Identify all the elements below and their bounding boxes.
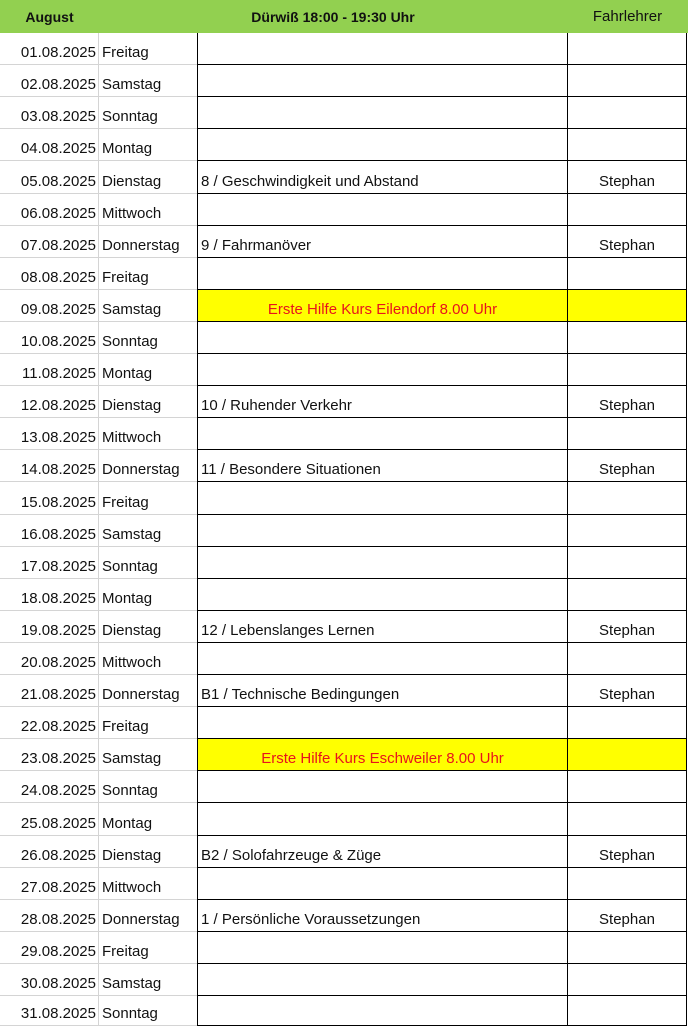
weekday-cell[interactable]: Dienstag — [99, 386, 198, 418]
table-row — [0, 161, 688, 194]
topic-cell[interactable] — [197, 868, 567, 900]
weekday-cell[interactable]: Mittwoch — [99, 868, 198, 900]
weekday-cell[interactable]: Donnerstag — [99, 226, 198, 258]
teacher-cell[interactable] — [567, 739, 687, 771]
weekday-cell[interactable]: Montag — [99, 129, 198, 161]
table-row — [0, 194, 688, 226]
teacher-cell[interactable] — [567, 258, 687, 290]
table-row — [0, 579, 688, 611]
weekday-cell[interactable]: Montag — [99, 579, 198, 611]
date-cell[interactable]: 14.08.2025 — [0, 450, 99, 482]
teacher-cell[interactable] — [567, 932, 687, 964]
teacher-cell[interactable]: Stephan — [567, 611, 687, 643]
topic-cell[interactable]: B2 / Solofahrzeuge & Züge — [197, 836, 567, 868]
topic-cell[interactable] — [197, 129, 567, 161]
table-row — [0, 258, 688, 290]
teacher-cell[interactable] — [567, 868, 687, 900]
teacher-cell[interactable]: Stephan — [567, 836, 687, 868]
date-cell[interactable]: 02.08.2025 — [0, 65, 99, 97]
table-row — [0, 450, 688, 482]
weekday-cell[interactable]: Freitag — [99, 258, 198, 290]
topic-cell[interactable] — [197, 932, 567, 964]
month-header: August — [0, 0, 99, 33]
weekday-cell[interactable]: Donnerstag — [99, 450, 198, 482]
date-cell[interactable]: 20.08.2025 — [0, 643, 99, 675]
table-row — [0, 900, 688, 932]
weekday-cell[interactable]: Freitag — [99, 932, 198, 964]
table-row — [0, 418, 688, 450]
table-row — [0, 386, 688, 418]
table-row — [0, 739, 688, 771]
teacher-cell[interactable]: Stephan — [567, 675, 687, 707]
topic-cell[interactable] — [197, 996, 567, 1026]
table-row — [0, 129, 688, 161]
teacher-cell[interactable] — [567, 964, 687, 996]
teacher-cell[interactable] — [567, 707, 687, 739]
topic-cell[interactable]: 8 / Geschwindigkeit und Abstand — [197, 161, 567, 194]
weekday-cell[interactable]: Dienstag — [99, 611, 198, 643]
table-row — [0, 932, 688, 964]
topic-cell[interactable] — [197, 418, 567, 450]
table-row — [0, 97, 688, 129]
teacher-cell[interactable]: Stephan — [567, 226, 687, 258]
teacher-cell[interactable] — [567, 515, 687, 547]
table-row — [0, 33, 688, 65]
table-row — [0, 290, 688, 322]
weekday-cell[interactable]: Mittwoch — [99, 194, 198, 226]
date-cell[interactable]: 11.08.2025 — [0, 354, 99, 386]
table-row — [0, 547, 688, 579]
teacher-cell[interactable] — [567, 579, 687, 611]
weekday-cell[interactable]: Samstag — [99, 65, 198, 97]
table-row — [0, 675, 688, 707]
teacher-cell[interactable] — [567, 129, 687, 161]
teacher-cell[interactable] — [567, 771, 687, 803]
topic-cell[interactable]: 11 / Besondere Situationen — [197, 450, 567, 482]
teacher-cell[interactable] — [567, 290, 687, 322]
topic-cell[interactable]: 10 / Ruhender Verkehr — [197, 386, 567, 418]
weekday-cell[interactable]: Montag — [99, 354, 198, 386]
date-cell[interactable]: 27.08.2025 — [0, 868, 99, 900]
date-cell[interactable]: 05.08.2025 — [0, 161, 99, 194]
teacher-cell[interactable] — [567, 33, 687, 65]
weekday-cell[interactable]: Donnerstag — [99, 900, 198, 932]
topic-cell[interactable] — [197, 707, 567, 739]
weekday-cell[interactable]: Samstag — [99, 964, 198, 996]
topic-cell[interactable]: 9 / Fahrmanöver — [197, 226, 567, 258]
teacher-cell[interactable] — [567, 65, 687, 97]
teacher-cell[interactable] — [567, 996, 687, 1026]
topic-cell[interactable] — [197, 97, 567, 129]
date-cell[interactable]: 13.08.2025 — [0, 418, 99, 450]
date-cell[interactable]: 07.08.2025 — [0, 226, 99, 258]
date-cell[interactable]: 06.08.2025 — [0, 194, 99, 226]
table-row — [0, 322, 688, 354]
schedule-title: Dürwiß 18:00 - 19:30 Uhr — [99, 0, 567, 33]
topic-cell[interactable] — [197, 547, 567, 579]
weekday-cell[interactable]: Samstag — [99, 515, 198, 547]
weekday-cell[interactable]: Freitag — [99, 482, 198, 515]
weekday-cell[interactable]: Dienstag — [99, 161, 198, 194]
table-row — [0, 707, 688, 739]
topic-cell[interactable] — [197, 803, 567, 836]
weekday-cell[interactable]: Freitag — [99, 33, 198, 65]
date-cell[interactable]: 08.08.2025 — [0, 258, 99, 290]
teacher-cell[interactable] — [567, 547, 687, 579]
topic-cell[interactable]: B1 / Technische Bedingungen — [197, 675, 567, 707]
topic-cell[interactable] — [197, 322, 567, 354]
date-cell[interactable]: 31.08.2025 — [0, 996, 99, 1026]
weekday-cell[interactable]: Sonntag — [99, 771, 198, 803]
teacher-cell[interactable] — [567, 643, 687, 675]
weekday-cell[interactable]: Sonntag — [99, 996, 198, 1026]
teacher-cell[interactable] — [567, 482, 687, 515]
teacher-cell[interactable]: Stephan — [567, 161, 687, 194]
date-cell[interactable]: 24.08.2025 — [0, 771, 99, 803]
date-cell[interactable]: 18.08.2025 — [0, 579, 99, 611]
table-row — [0, 611, 688, 643]
topic-cell[interactable]: 12 / Lebenslanges Lernen — [197, 611, 567, 643]
teacher-cell[interactable]: Stephan — [567, 450, 687, 482]
topic-cell[interactable]: 1 / Persönliche Voraussetzungen — [197, 900, 567, 932]
weekday-cell[interactable]: Sonntag — [99, 322, 198, 354]
teacher-cell[interactable] — [567, 803, 687, 836]
teacher-cell[interactable]: Stephan — [567, 900, 687, 932]
weekday-cell[interactable]: Sonntag — [99, 547, 198, 579]
table-row — [0, 996, 688, 1026]
date-cell[interactable]: 12.08.2025 — [0, 386, 99, 418]
weekday-cell[interactable]: Mittwoch — [99, 643, 198, 675]
weekday-cell[interactable]: Sonntag — [99, 97, 198, 129]
date-cell[interactable]: 03.08.2025 — [0, 97, 99, 129]
date-cell[interactable]: 25.08.2025 — [0, 803, 99, 836]
date-cell[interactable]: 19.08.2025 — [0, 611, 99, 643]
date-cell[interactable]: 26.08.2025 — [0, 836, 99, 868]
topic-cell[interactable] — [197, 579, 567, 611]
table-row — [0, 226, 688, 258]
table-row — [0, 868, 688, 900]
date-cell[interactable]: 16.08.2025 — [0, 515, 99, 547]
topic-cell[interactable] — [197, 482, 567, 515]
teacher-cell[interactable] — [567, 97, 687, 129]
teacher-cell[interactable] — [567, 354, 687, 386]
table-row — [0, 964, 688, 996]
date-cell[interactable]: 23.08.2025 — [0, 739, 99, 771]
weekday-cell[interactable]: Mittwoch — [99, 418, 198, 450]
date-cell[interactable]: 29.08.2025 — [0, 932, 99, 964]
topic-cell[interactable]: Erste Hilfe Kurs Eschweiler 8.00 Uhr — [197, 739, 567, 771]
table-row — [0, 771, 688, 803]
date-cell[interactable]: 15.08.2025 — [0, 482, 99, 515]
teacher-cell[interactable]: Stephan — [567, 386, 687, 418]
table-row — [0, 65, 688, 97]
date-cell[interactable]: 30.08.2025 — [0, 964, 99, 996]
topic-cell[interactable] — [197, 194, 567, 226]
topic-cell[interactable] — [197, 33, 567, 65]
weekday-cell[interactable]: Donnerstag — [99, 675, 198, 707]
table-row — [0, 482, 688, 515]
date-cell[interactable]: 10.08.2025 — [0, 322, 99, 354]
table-row — [0, 803, 688, 836]
date-cell[interactable]: 22.08.2025 — [0, 707, 99, 739]
date-cell[interactable]: 04.08.2025 — [0, 129, 99, 161]
teacher-cell[interactable] — [567, 322, 687, 354]
teacher-cell[interactable] — [567, 194, 687, 226]
date-cell[interactable]: 28.08.2025 — [0, 900, 99, 932]
topic-cell[interactable] — [197, 771, 567, 803]
table-row — [0, 836, 688, 868]
date-cell[interactable]: 17.08.2025 — [0, 547, 99, 579]
weekday-cell[interactable]: Dienstag — [99, 836, 198, 868]
topic-cell[interactable] — [197, 354, 567, 386]
topic-cell[interactable] — [197, 515, 567, 547]
weekday-cell[interactable]: Montag — [99, 803, 198, 836]
weekday-cell[interactable]: Freitag — [99, 707, 198, 739]
table-row — [0, 643, 688, 675]
teacher-column-header: Fahrlehrer — [567, 0, 688, 33]
date-cell[interactable]: 21.08.2025 — [0, 675, 99, 707]
topic-cell[interactable] — [197, 65, 567, 97]
weekday-cell[interactable]: Samstag — [99, 739, 198, 771]
topic-cell[interactable]: Erste Hilfe Kurs Eilendorf 8.00 Uhr — [197, 290, 567, 322]
topic-cell[interactable] — [197, 258, 567, 290]
weekday-cell[interactable]: Samstag — [99, 290, 198, 322]
table-row — [0, 515, 688, 547]
teacher-cell[interactable] — [567, 418, 687, 450]
date-cell[interactable]: 09.08.2025 — [0, 290, 99, 322]
topic-cell[interactable] — [197, 643, 567, 675]
topic-cell[interactable] — [197, 964, 567, 996]
table-row — [0, 354, 688, 386]
date-cell[interactable]: 01.08.2025 — [0, 33, 99, 65]
